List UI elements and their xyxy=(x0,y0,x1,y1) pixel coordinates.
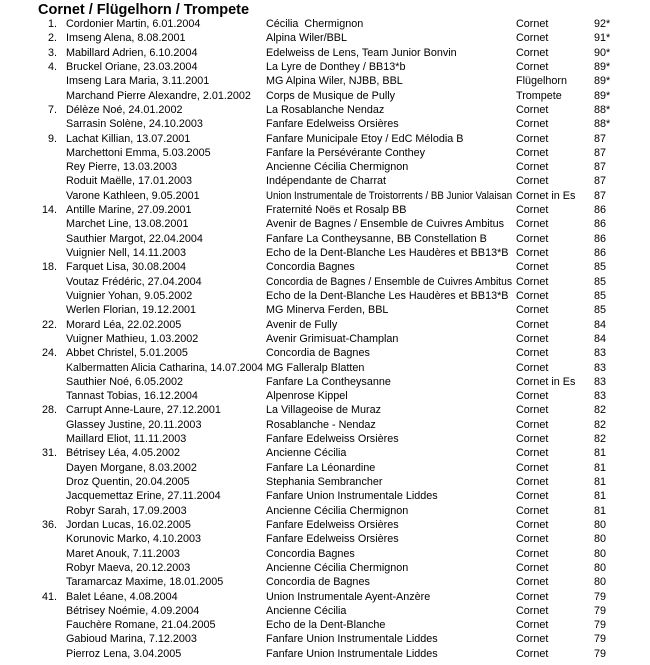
score-cell: 87 xyxy=(593,161,606,174)
ensemble-cell: Fanfare La Léonardine xyxy=(266,461,376,474)
rank-cell: 24. xyxy=(41,347,57,360)
name-cell: Roduit Maëlle, 17.01.2003 xyxy=(66,175,193,188)
score-cell: 91 xyxy=(593,32,606,45)
ensemble-cell: MG Minerva Ferden, BBL xyxy=(266,304,389,317)
rank-cell xyxy=(18,189,57,203)
category-cell: Cornet xyxy=(516,504,549,517)
ensemble-cell: Concordia Bagnes xyxy=(266,547,355,560)
table-row xyxy=(0,375,650,389)
table-row xyxy=(0,60,650,74)
name-cell: Délèze Noé, 24.01.2002 xyxy=(66,103,183,116)
table-row xyxy=(0,146,650,160)
name-cell: Tannast Tobias, 16.12.2004 xyxy=(66,390,198,403)
score-star: * xyxy=(606,89,611,102)
score-cell: 85 xyxy=(593,304,606,317)
rank-cell xyxy=(18,489,57,503)
ensemble-cell: Fraternité Noës et Rosalp BB xyxy=(266,204,407,217)
rank-cell xyxy=(18,632,57,646)
score-cell: 86 xyxy=(593,247,606,259)
category-cell: Cornet xyxy=(516,60,549,73)
table-row xyxy=(0,232,650,246)
score-cell: 92 xyxy=(593,18,606,30)
score-cell: 89 xyxy=(593,89,606,102)
table-row xyxy=(0,132,650,146)
name-cell: Mabillard Adrien, 6.10.2004 xyxy=(66,46,198,59)
table-row xyxy=(0,361,650,375)
name-cell: Dayen Morgane, 8.03.2002 xyxy=(66,461,197,474)
category-cell: Cornet in Es xyxy=(516,189,576,202)
rank-cell: 41. xyxy=(41,590,57,603)
name-cell: Werlen Florian, 19.12.2001 xyxy=(66,304,197,317)
ensemble-cell: MG Falleralp Blatten xyxy=(266,361,365,374)
ensemble-cell: Concordia de Bagnes / Ensemble de Cuivres Ambitus xyxy=(266,275,513,288)
name-cell: Robyr Maeva, 20.12.2003 xyxy=(66,561,191,574)
table-row xyxy=(0,403,650,417)
rank-cell xyxy=(18,432,57,446)
table-row xyxy=(0,275,650,289)
score-star: * xyxy=(606,118,611,131)
name-cell: Gabioud Marina, 7.12.2003 xyxy=(66,633,197,646)
category-cell: Cornet xyxy=(516,390,549,403)
ensemble-cell: Edelweiss de Lens, Team Junior Bonvin xyxy=(266,46,457,59)
category-cell: Cornet xyxy=(516,18,549,30)
score-cell: 82 xyxy=(593,433,606,446)
table-row xyxy=(0,160,650,174)
score-star: * xyxy=(606,75,611,88)
rank-cell: 14. xyxy=(41,204,57,217)
category-cell: Cornet in Es xyxy=(516,375,576,388)
category-cell: Cornet xyxy=(516,261,549,274)
category-cell: Cornet xyxy=(516,275,549,288)
ensemble-cell: Fanfare Municipale Etoy / EdC Mélodia B xyxy=(266,132,464,145)
score-cell: 83 xyxy=(593,347,606,360)
name-cell: Bétrisey Léa, 4.05.2002 xyxy=(66,447,181,460)
table-row xyxy=(0,189,650,203)
table-row xyxy=(0,103,650,117)
category-cell: Cornet xyxy=(516,604,549,617)
category-cell: Cornet xyxy=(516,433,549,446)
name-cell: Lachat Killian, 13.07.2001 xyxy=(66,132,191,145)
score-cell: 84 xyxy=(593,332,606,345)
category-cell: Cornet xyxy=(516,304,549,317)
ensemble-cell: Avenir Grimisuat-Champlan xyxy=(266,332,399,345)
score-cell: 83 xyxy=(593,390,606,403)
score-cell: 88 xyxy=(593,103,606,116)
name-cell: Imseng Lara Maria, 3.11.2001 xyxy=(66,75,210,88)
score-star: * xyxy=(606,46,611,59)
ensemble-cell: Fanfare Union Instrumentale Liddes xyxy=(266,633,438,646)
rank-cell: 4. xyxy=(47,60,57,73)
table-row xyxy=(0,647,650,661)
score-cell: 80 xyxy=(593,533,606,546)
rank-cell xyxy=(18,375,57,389)
category-cell: Cornet xyxy=(516,247,549,259)
rank-cell xyxy=(18,575,57,589)
rank-cell xyxy=(18,547,57,561)
table-row xyxy=(0,475,650,489)
name-cell: Vuignier Nell, 14.11.2003 xyxy=(66,247,187,259)
category-cell: Cornet xyxy=(516,518,549,531)
ensemble-cell: Fanfare Union Instrumentale Liddes xyxy=(266,490,438,503)
score-cell: 85 xyxy=(593,261,606,274)
ensemble-cell: Fanfare La Contheysanne xyxy=(266,375,391,388)
ensemble-cell: Ancienne Cécilia Chermignon xyxy=(266,161,409,174)
category-cell: Cornet xyxy=(516,447,549,460)
category-cell: Cornet xyxy=(516,490,549,503)
ensemble-cell: Fanfare Edelweiss Orsières xyxy=(266,533,399,546)
category-cell: Cornet xyxy=(516,118,549,131)
ensemble-cell: Cécilia Chermignon xyxy=(266,18,364,30)
rank-cell xyxy=(18,174,57,188)
ensemble-cell: Concordia Bagnes xyxy=(266,261,355,274)
category-cell: Cornet xyxy=(516,533,549,546)
table-row xyxy=(0,289,650,303)
table-row xyxy=(0,618,650,632)
name-cell: Carrupt Anne-Laure, 27.12.2001 xyxy=(66,404,221,417)
table-row xyxy=(0,432,650,446)
ensemble-cell: Ancienne Cécilia xyxy=(266,604,347,617)
ensemble-cell: Avenir de Fully xyxy=(266,318,338,331)
name-cell: Robyr Sarah, 17.09.2003 xyxy=(66,504,187,517)
score-cell: 86 xyxy=(593,218,606,231)
ensemble-cell: Concordia de Bagnes xyxy=(266,576,370,589)
rank-cell xyxy=(18,561,57,575)
category-cell: Cornet xyxy=(516,347,549,360)
rank-cell xyxy=(18,303,57,317)
score-star: * xyxy=(606,18,611,30)
ensemble-cell: MG Alpina Wiler, NJBB, BBL xyxy=(266,75,403,88)
score-star: * xyxy=(606,32,611,45)
score-cell: 89 xyxy=(593,75,606,88)
category-cell: Cornet xyxy=(516,32,549,45)
category-cell: Cornet xyxy=(516,204,549,217)
name-cell: Marchand Pierre Alexandre, 2.01.2002 xyxy=(66,89,251,102)
rank-cell xyxy=(18,160,57,174)
category-cell: Cornet xyxy=(516,232,549,245)
ensemble-cell: Concordia de Bagnes xyxy=(266,347,370,360)
name-cell: Maillard Eliot, 11.11.2003 xyxy=(66,433,187,446)
name-cell: Voutaz Frédéric, 27.04.2004 xyxy=(66,275,202,288)
name-cell: Maret Anouk, 7.11.2003 xyxy=(66,547,180,560)
ensemble-cell: Fanfare Union Instrumentale Liddes xyxy=(266,647,438,660)
ensemble-cell: La Villageoise de Muraz xyxy=(266,404,382,417)
score-cell: 89 xyxy=(593,60,606,73)
category-cell: Cornet xyxy=(516,46,549,59)
name-cell: Farquet Lisa, 30.08.2004 xyxy=(66,261,187,274)
score-cell: 85 xyxy=(593,275,606,288)
ensemble-cell: Corps de Musique de Pully xyxy=(266,89,396,102)
score-cell: 87 xyxy=(593,175,606,188)
table-row xyxy=(0,217,650,231)
rank-cell xyxy=(18,232,57,246)
category-cell: Trompete xyxy=(516,89,562,102)
name-cell: Fauchère Romane, 21.04.2005 xyxy=(66,619,216,632)
score-star: * xyxy=(606,60,611,73)
score-cell: 90 xyxy=(593,46,606,59)
ensemble-cell: Echo de la Dent-Blanche Les Haudères et BB13*B xyxy=(266,289,509,302)
table-row xyxy=(0,46,650,60)
name-cell: Droz Quentin, 20.04.2005 xyxy=(66,476,190,488)
name-cell: Cordonier Martin, 6.01.2004 xyxy=(66,18,201,30)
name-cell: Jacquemettaz Erine, 27.11.2004 xyxy=(66,490,221,503)
name-cell: Jordan Lucas, 16.02.2005 xyxy=(66,518,191,531)
table-row xyxy=(0,318,650,332)
table-row xyxy=(0,74,650,88)
table-row xyxy=(0,446,650,460)
ensemble-cell: Echo de la Dent-Blanche Les Haudères et BB13*B xyxy=(266,247,509,259)
category-cell: Cornet xyxy=(516,175,549,188)
ensemble-cell: La Rosablanche Nendaz xyxy=(266,103,385,116)
ensemble-cell: Alpina Wiler/BBL xyxy=(266,32,348,45)
category-cell: Cornet xyxy=(516,146,549,159)
score-cell: 80 xyxy=(593,518,606,531)
rank-cell: 3. xyxy=(47,46,57,59)
table-row xyxy=(0,547,650,561)
category-cell: Cornet xyxy=(516,476,549,488)
rank-cell: 1. xyxy=(47,18,57,30)
table-row xyxy=(0,303,650,317)
name-cell: Vuignier Yohan, 9.05.2002 xyxy=(66,289,193,302)
score-cell: 81 xyxy=(593,476,606,488)
score-cell: 79 xyxy=(593,590,606,603)
score-cell: 79 xyxy=(593,604,606,617)
rank-cell xyxy=(18,618,57,632)
table-row xyxy=(0,418,650,432)
name-cell: Rey Pierre, 13.03.2003 xyxy=(66,161,178,174)
category-cell: Cornet xyxy=(516,561,549,574)
table-row xyxy=(0,532,650,546)
name-cell: Vuigner Mathieu, 1.03.2002 xyxy=(66,332,199,345)
category-cell: Cornet xyxy=(516,576,549,589)
table-row xyxy=(0,489,650,503)
table-row xyxy=(0,17,650,31)
score-cell: 86 xyxy=(593,232,606,245)
rank-cell xyxy=(18,74,57,88)
category-cell: Cornet xyxy=(516,590,549,603)
rank-cell xyxy=(18,275,57,289)
name-cell: Balet Léane, 4.08.2004 xyxy=(66,590,178,603)
table-row xyxy=(0,332,650,346)
ensemble-cell: Avenir de Bagnes / Ensemble de Cuivres Ambitus xyxy=(266,218,505,231)
score-cell: 85 xyxy=(593,289,606,302)
score-cell: 79 xyxy=(593,619,606,632)
rank-cell: 7. xyxy=(47,103,57,116)
ensemble-cell: Ancienne Cécilia Chermignon xyxy=(266,504,409,517)
category-cell: Cornet xyxy=(516,332,549,345)
score-cell: 81 xyxy=(593,447,606,460)
score-cell: 81 xyxy=(593,461,606,474)
ensemble-cell: La Lyre de Donthey / BB13*b xyxy=(266,60,406,73)
score-cell: 80 xyxy=(593,547,606,560)
category-cell: Cornet xyxy=(516,318,549,331)
name-cell: Bruckel Oriane, 23.03.2004 xyxy=(66,60,198,73)
name-cell: Antille Marine, 27.09.2001 xyxy=(66,204,192,217)
score-cell: 79 xyxy=(593,633,606,646)
rank-cell xyxy=(18,332,57,346)
name-cell: Abbet Christel, 5.01.2005 xyxy=(66,347,188,360)
table-row xyxy=(0,461,650,475)
score-cell: 83 xyxy=(593,361,606,374)
score-cell: 87 xyxy=(593,189,606,202)
category-cell: Cornet xyxy=(516,361,549,374)
ensemble-cell: Fanfare Edelweiss Orsières xyxy=(266,433,399,446)
category-cell: Cornet xyxy=(516,619,549,632)
rank-cell xyxy=(18,604,57,618)
rank-cell xyxy=(18,418,57,432)
rank-cell: 28. xyxy=(41,404,57,417)
category-cell: Cornet xyxy=(516,647,549,660)
rank-cell: 22. xyxy=(41,318,57,331)
category-cell: Cornet xyxy=(516,161,549,174)
ensemble-cell: Fanfare Edelweiss Orsières xyxy=(266,518,399,531)
table-row xyxy=(0,89,650,103)
rank-cell xyxy=(18,361,57,375)
category-cell: Cornet xyxy=(516,633,549,646)
name-cell: Korunovic Marko, 4.10.2003 xyxy=(66,533,202,546)
category-cell: Flügelhorn xyxy=(516,75,568,88)
ensemble-cell: Echo de la Dent-Blanche xyxy=(266,619,386,632)
rank-cell xyxy=(18,246,57,260)
rank-cell xyxy=(18,217,57,231)
table-row xyxy=(0,203,650,217)
ensemble-cell: Union Instrumentale de Troistorrents / BB Junior Valaisan xyxy=(266,189,513,202)
results-table xyxy=(0,17,650,661)
ensemble-cell: Stephania Sembrancher xyxy=(266,476,383,488)
score-cell: 81 xyxy=(593,504,606,517)
table-row xyxy=(0,389,650,403)
rank-cell xyxy=(18,389,57,403)
table-row xyxy=(0,561,650,575)
rank-cell xyxy=(18,532,57,546)
category-cell: Cornet xyxy=(516,218,549,231)
score-cell: 84 xyxy=(593,318,606,331)
name-cell: Imseng Alena, 8.08.2001 xyxy=(66,32,186,45)
table-row xyxy=(0,346,650,360)
score-cell: 87 xyxy=(593,132,606,145)
name-cell: Bétrisey Noémie, 4.09.2004 xyxy=(66,604,200,617)
ensemble-cell: Rosablanche - Nendaz xyxy=(266,418,376,431)
table-row xyxy=(0,31,650,45)
score-star: * xyxy=(606,103,611,116)
rank-cell xyxy=(18,461,57,475)
name-cell: Kalbermatten Alicia Catharina, 14.07.2004 xyxy=(66,361,264,374)
category-cell: Cornet xyxy=(516,547,549,560)
name-cell: Marchet Line, 13.08.2001 xyxy=(66,218,189,231)
table-row xyxy=(0,575,650,589)
score-cell: 82 xyxy=(593,404,606,417)
score-cell: 83 xyxy=(593,375,606,388)
rank-cell: 31. xyxy=(41,447,57,460)
table-row xyxy=(0,504,650,518)
name-cell: Taramarcaz Maxime, 18.01.2005 xyxy=(66,576,224,589)
rank-cell: 18. xyxy=(41,261,57,274)
score-cell: 81 xyxy=(593,490,606,503)
score-cell: 80 xyxy=(593,576,606,589)
rank-cell xyxy=(18,475,57,489)
rank-cell: 2. xyxy=(47,32,57,45)
ensemble-cell: Indépendante de Charrat xyxy=(266,175,387,188)
rank-cell xyxy=(18,504,57,518)
name-cell: Sarrasin Solène, 24.10.2003 xyxy=(66,118,203,131)
table-row xyxy=(0,174,650,188)
ensemble-cell: Union Instrumentale Ayent-Anzère xyxy=(266,590,431,603)
score-cell: 82 xyxy=(593,418,606,431)
name-cell: Sauthier Margot, 22.04.2004 xyxy=(66,232,203,245)
rank-cell xyxy=(18,89,57,103)
ensemble-cell: Ancienne Cécilia xyxy=(266,447,347,460)
category-cell: Cornet xyxy=(516,418,549,431)
ensemble-cell: Fanfare Edelweiss Orsières xyxy=(266,118,399,131)
score-cell: 88 xyxy=(593,118,606,131)
ensemble-cell: Fanfare La Contheysanne, BB Constellation B xyxy=(266,232,487,245)
score-cell: 86 xyxy=(593,204,606,217)
rank-cell: 36. xyxy=(41,518,57,531)
table-row xyxy=(0,260,650,274)
category-cell: Cornet xyxy=(516,461,549,474)
name-cell: Pierroz Lena, 3.04.2005 xyxy=(66,647,182,660)
ensemble-cell: Alpenrose Kippel xyxy=(266,390,348,403)
table-row xyxy=(0,632,650,646)
name-cell: Marchettoni Emma, 5.03.2005 xyxy=(66,146,211,159)
ensemble-cell: Fanfare la Persévérante Conthey xyxy=(266,146,426,159)
rank-cell xyxy=(18,117,57,131)
table-row xyxy=(0,117,650,131)
score-cell: 87 xyxy=(593,146,606,159)
category-cell: Cornet xyxy=(516,289,549,302)
rank-cell: 9. xyxy=(47,132,57,145)
table-row xyxy=(0,246,650,260)
name-cell: Morard Léa, 22.02.2005 xyxy=(66,318,182,331)
category-cell: Cornet xyxy=(516,404,549,417)
table-row xyxy=(0,518,650,532)
rank-cell xyxy=(18,146,57,160)
score-cell: 80 xyxy=(593,561,606,574)
score-cell: 79 xyxy=(593,647,606,660)
ensemble-cell: Ancienne Cécilia Chermignon xyxy=(266,561,409,574)
category-cell: Cornet xyxy=(516,103,549,116)
name-cell: Varone Kathleen, 9.05.2001 xyxy=(66,189,200,202)
category-cell: Cornet xyxy=(516,132,549,145)
name-cell: Glassey Justine, 20.11.2003 xyxy=(66,418,202,431)
rank-cell xyxy=(18,647,57,661)
table-row xyxy=(0,590,650,604)
table-row xyxy=(0,604,650,618)
rank-cell xyxy=(18,289,57,303)
page-title: Cornet / Flügelhorn / Trompete xyxy=(38,2,250,18)
name-cell: Sauthier Noé, 6.05.2002 xyxy=(66,375,184,388)
